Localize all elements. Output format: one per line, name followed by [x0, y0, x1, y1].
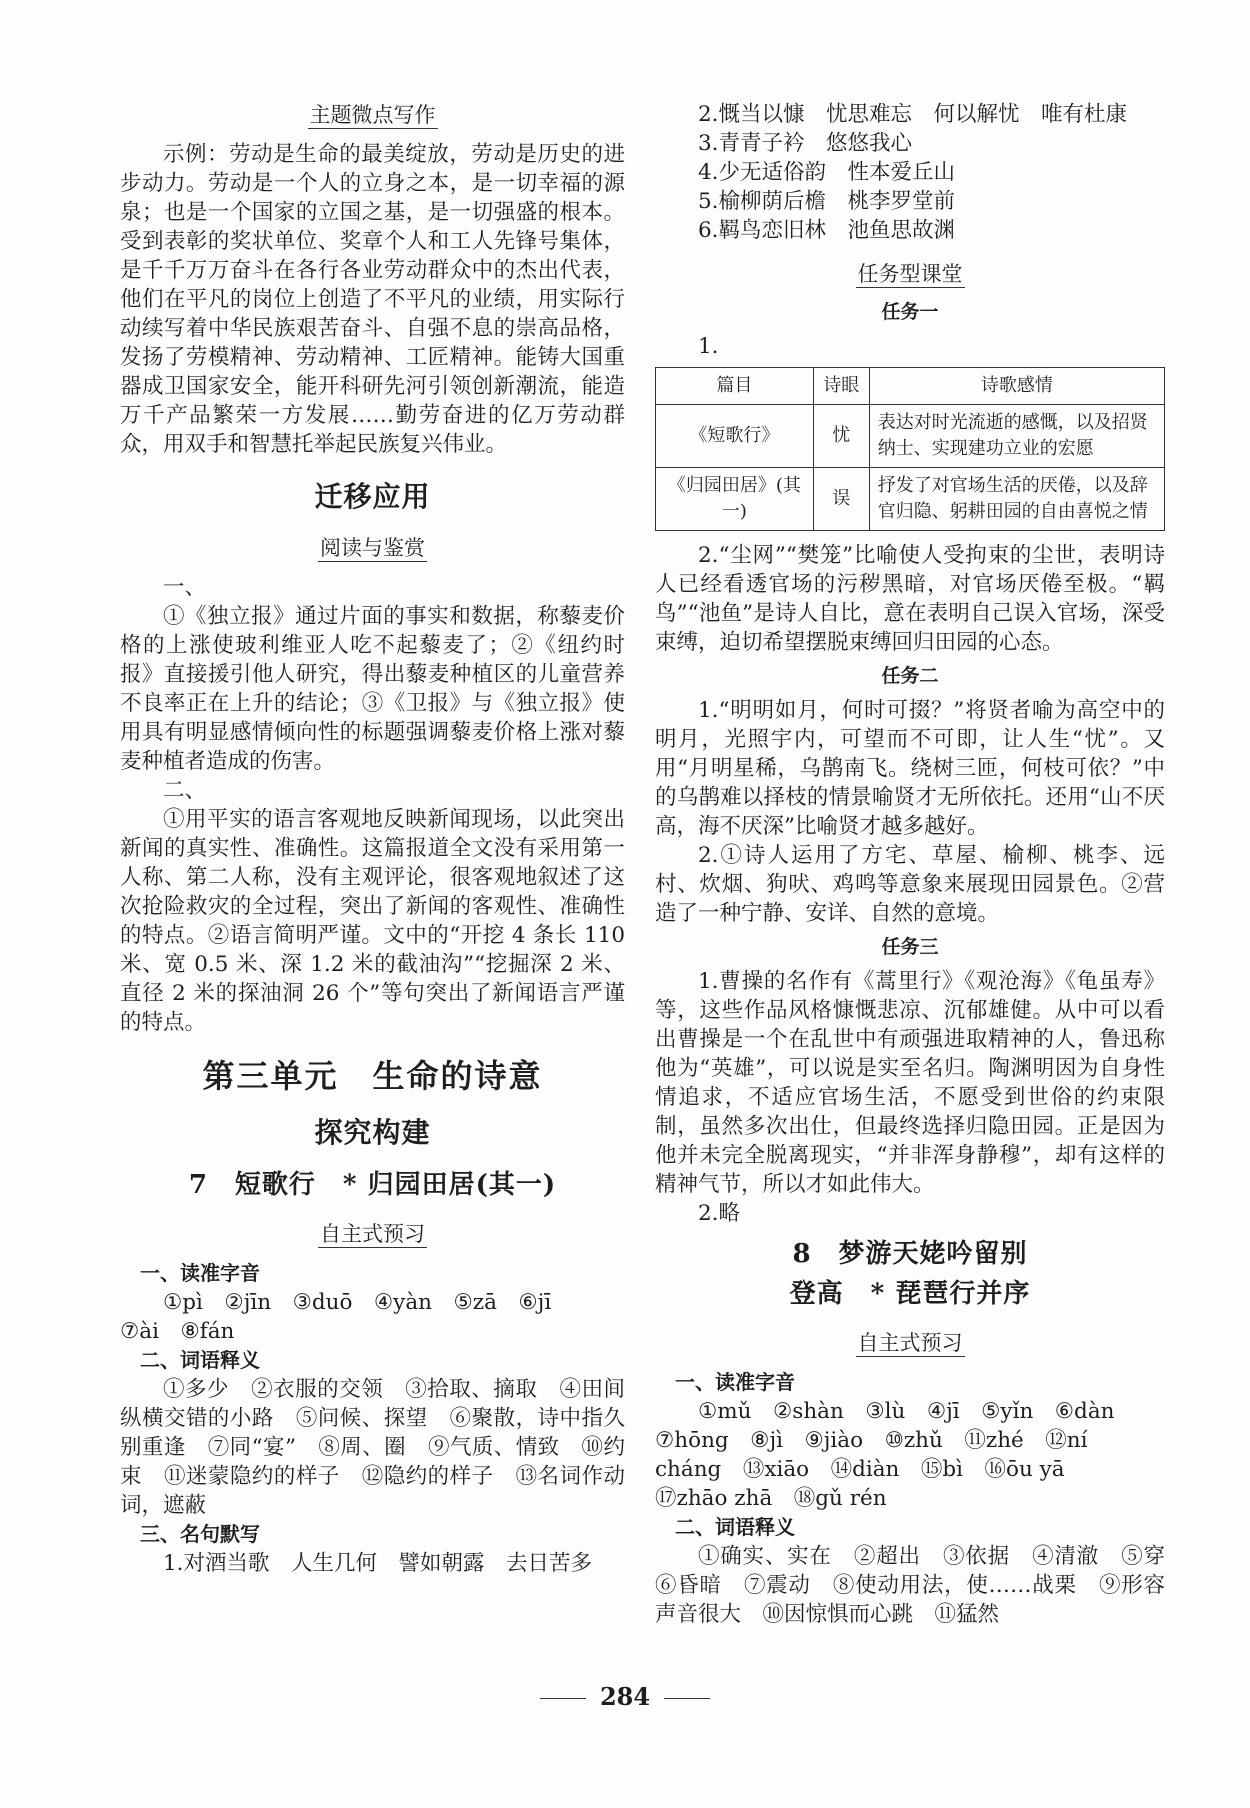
- transfer-section-title: 迁移应用: [314, 480, 431, 513]
- vocab-label: 二、词语释义: [140, 1348, 260, 1372]
- question-1-label: 一、: [163, 575, 207, 600]
- lesson-7-title: 7 短歌行 * 归园田居(其一): [188, 1170, 557, 1200]
- table-header: 诗眼: [813, 368, 869, 405]
- vocab-label-2: 二、词语释义: [675, 1515, 795, 1539]
- lesson-8-subtitle: 登高 * 琵琶行并序: [789, 1279, 1031, 1309]
- page-number: 284: [0, 1682, 1250, 1711]
- table-header: 篇目: [656, 368, 814, 405]
- task-2-heading: 任务二: [881, 665, 939, 687]
- table-cell: 《短歌行》: [656, 405, 814, 468]
- reading-heading: 阅读与鉴赏: [320, 536, 425, 560]
- pronunciation-label-2: 一、读准字音: [675, 1370, 795, 1394]
- table-row: [656, 405, 1165, 468]
- question-1-answer: ①《独立报》通过片面的事实和数据，称藜麦价格的上涨使玻利维亚人吃不起藜麦了；②《纽约时报》直接援引他人研究，得出藜麦种植区的儿童营养不良率正在上升的结论；③《卫报》与《独立报》使用具有明显感情倾向性的标题强调藜麦价格上涨对藜麦种植者造成的伤害。: [120, 604, 625, 774]
- table-cell: 抒发了对官场生活的厌倦，以及辞官归隐、躬耕田园的自由喜悦之情: [869, 468, 1164, 531]
- table-header: 诗歌感情: [869, 368, 1164, 405]
- pronunciation-label: 一、读准字音: [140, 1261, 260, 1285]
- preview-heading-2: 自主式预习: [857, 1331, 963, 1355]
- task-3-heading: 任务三: [881, 936, 939, 958]
- poem-table: [655, 367, 1165, 531]
- recite-answer-5: 5.榆柳荫后檐 桃李罗堂前: [698, 189, 956, 214]
- task-2-question-2: 2.①诗人运用了方宅、草屋、榆柳、桃李、远村、炊烟、狗吠、鸡鸣等意象来展现田园景色。②营造了一种宁静、安详、自然的意境。: [655, 843, 1165, 926]
- task-3-question-1: 1.曹操的名作有《蒿里行》《观沧海》《龟虽寿》等，这些作品风格慷慨悲凉、沉郁雄健。从中可以看出曹操是一个在乱世中有顽强进取精神的人，鲁迅称他为“英雄”，可以说是实至名归。陶渊明因为自身性情追求，不适应官场生活，不愿受到世俗的约束限制，虽然多次出仕，但最终选择归隐田园。正是因为他并未完全脱离现实，“并非浑身静穆”，却有这样的精神气节，所以才如此伟大。: [655, 969, 1165, 1197]
- unit-title: 第三单元 生命的诗意: [202, 1057, 543, 1095]
- left-column: [120, 100, 625, 1578]
- task-1-question-1: 1.: [698, 334, 719, 359]
- recite-answer-3: 3.青青子衿 悠悠我心: [698, 131, 913, 156]
- recite-label: 三、名句默写: [140, 1522, 260, 1546]
- recite-answer-6: 6.羁鸟恋旧林 池鱼思故渊: [698, 218, 956, 243]
- table-header-row: [656, 368, 1165, 405]
- vocab-answers-2: ①确实、实在 ②超出 ③依据 ④清澈 ⑤穿 ⑥昏暗 ⑦震动 ⑧使动用法，使……战栗 ⑨形容声音很大 ⑩因惊惧而心跳 ⑪猛然: [655, 1544, 1187, 1627]
- task-2-question-1: 1.“明明如月，何时可掇？”将贤者喻为高空中的明月，光照宇内，可望而不可即，让人生“忧”。又用“月明星稀，乌鹊南飞。绕树三匝，何枝可依？”中的乌鹊难以择枝的情景喻贤才无所依托。还用“山不厌高，海不厌深”比喻贤才越多越好。: [655, 698, 1165, 839]
- recite-answer-2: 2.慨当以慷 忧思难忘 何以解忧 唯有杜康: [698, 102, 1128, 127]
- pronunciation-line: ①mǔ ②shàn ③lù ④jī ⑤yǐn ⑥dàn: [698, 1399, 1115, 1424]
- task-1-heading: 任务一: [881, 301, 939, 323]
- pronunciation-line-2: ⑦ài ⑧fán: [120, 1319, 235, 1344]
- task-class-heading: 任务型课堂: [857, 262, 963, 286]
- right-column: [655, 100, 1187, 1629]
- topic-writing-heading: 主题微点写作: [309, 103, 436, 127]
- vocab-answers: ①多少 ②衣服的交领 ③拾取、摘取 ④田间纵横交错的小路 ⑤问候、探望 ⑥聚散，诗中指久别重逢 ⑦同“宴” ⑧周、圈 ⑨气质、情致 ⑩约束 ⑪迷蒙隐约的样子 ⑫隐约的样子 ⑬名词作动词，遮蔽: [120, 1377, 625, 1518]
- pronunciation-line: cháng ⑬xiāo ⑭diàn ⑮bì ⑯ōu yā: [655, 1457, 1065, 1482]
- task-1-question-2: 2.“尘网”“樊笼”比喻使人受拘束的尘世，表明诗人已经看透官场的污秽黑暗，对官场厌倦至极。“羁鸟”“池鱼”是诗人自比，意在表明自己误入官场，深受束缚，迫切希望摆脱束缚回归田园的心态。: [655, 543, 1165, 655]
- question-2-answer: ①用平实的语言客观地反映新闻现场，以此突出新闻的真实性、准确性。这篇报道全文没有采用第一人称、第二人称，没有主观评论，很客观地叙述了这次抢险救灾的全过程，突出了新闻的客观性、准确性的特点。②语言简明严谨。文中的“开挖 4 条长 110 米、宽 0.5 米、深 1.2 米的截油沟”“挖掘深 2 米、直径 2 米的探油洞 26 个”等句突出了新闻语言严谨的特点。: [120, 807, 625, 1035]
- question-2-label: 二、: [163, 778, 207, 803]
- table-cell: 表达对时光流逝的感慨，以及招贤纳士、实现建功立业的宏愿: [869, 405, 1164, 468]
- table-row: [656, 468, 1165, 531]
- pronunciation-line: ⑦hōng ⑧jì ⑨jiào ⑩zhǔ ⑪zhé ⑫ní: [655, 1428, 1088, 1453]
- table-cell: 《归园田居》(其一): [656, 468, 814, 531]
- preview-heading: 自主式预习: [320, 1222, 425, 1246]
- lesson-8-title: 8 梦游天姥吟留别: [792, 1239, 1028, 1269]
- table-cell: 误: [813, 468, 869, 531]
- table-cell: 忧: [813, 405, 869, 468]
- explore-heading: 探究构建: [314, 1116, 431, 1149]
- recite-answer-4: 4.少无适俗韵 性本爱丘山: [698, 160, 956, 185]
- pronunciation-line: ⑰zhāo zhā ⑱gǔ rén: [655, 1486, 887, 1511]
- task-3-question-2: 2.略: [698, 1201, 741, 1226]
- pronunciation-line-1: ①pì ②jīn ③duō ④yàn ⑤zā ⑥jī: [163, 1290, 552, 1315]
- essay-paragraph: 示例：劳动是生命的最美绽放，劳动是历史的进步动力。劳动是一个人的立身之本，是一切幸福的源泉；也是一个国家的立国之基，是一切强盛的根本。受到表彰的奖状单位、奖章个人和工人先锋号集体，是千千万万奋斗在各行各业劳动群众中的杰出代表，他们在平凡的岗位上创造了不平凡的业绩，用实际行动续写着中华民族艰苦奋斗、自强不息的崇高品格，发扬了劳模精神、劳动精神、工匠精神。能铸大国重器成卫国家安全，能开科研先河引领创新潮流，能造万千产品繁荣一方发展……勤劳奋进的亿万劳动群众，用双手和智慧托举起民族复兴伟业。: [120, 142, 625, 457]
- recite-answer-1: 1.对酒当歌 人生几何 譬如朝露 去日苦多: [163, 1551, 593, 1576]
